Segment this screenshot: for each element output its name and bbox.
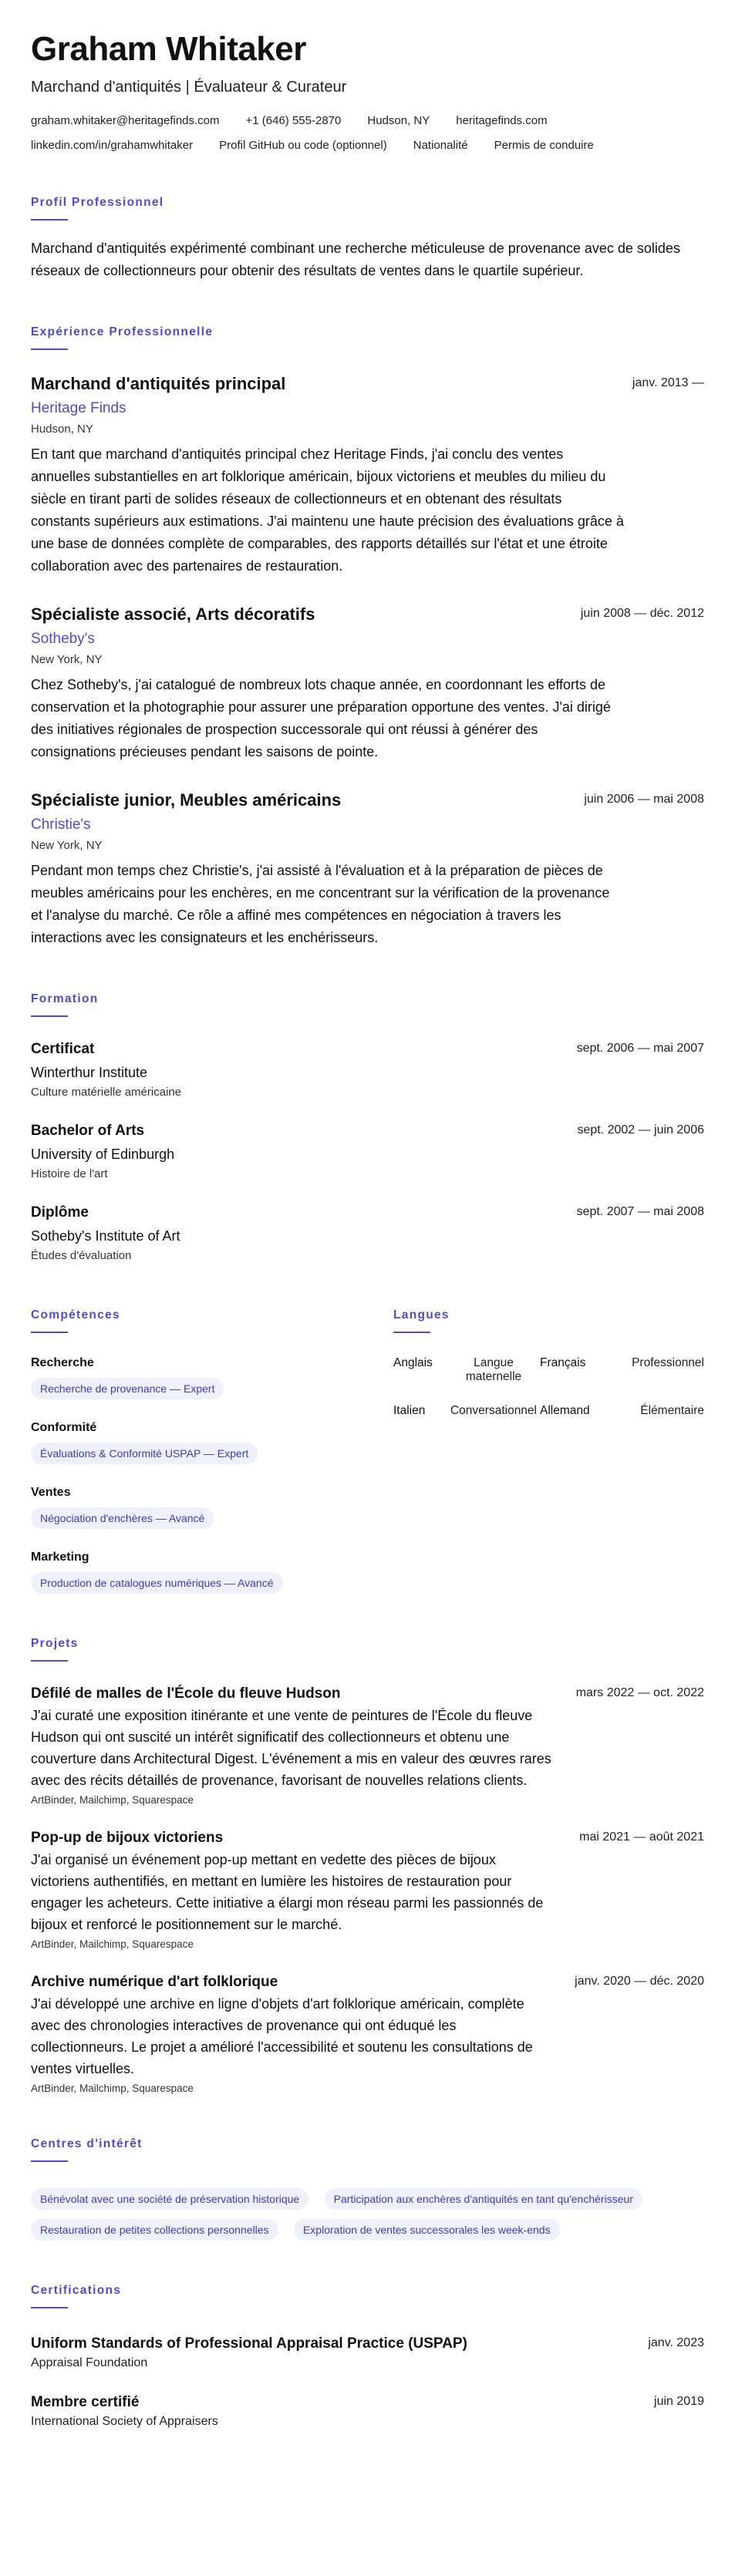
project-entry — [31, 1829, 704, 1950]
project-tools: ArtBinder, Mailchimp, Squarespace — [31, 1794, 194, 1806]
language-name: Allemand — [540, 1404, 590, 1417]
section-divider — [31, 1015, 68, 1017]
project-description: J'ai développé une archive en ligne d'objets d'art folklorique américain, complète avec des chronologies interactives de provenance qui ont éduqué les collectionneurs. Le projet a amélioré l'accessibilité et soutenu les consultations de ventes virtuelles. — [31, 1996, 533, 2076]
experience-entry — [31, 790, 704, 949]
project-dates: janv. 2020 — déc. 2020 — [575, 1975, 704, 1988]
section-title-education: Formation — [31, 992, 99, 1005]
job-dates: janv. 2013 — — [632, 376, 704, 389]
job-description: Chez Sotheby's, j'ai catalogué de nombreux lots chaque année, en coordonnant les efforts de conservation et la photographie pour assurer une préparation opportune des ventes. J'ai dirigé des initiatives régionales de prospection successorale qui ont réussi à générer des consignations précieuses pendant les saisons de pointe. — [31, 677, 611, 759]
job-company: Sotheby's — [31, 631, 95, 647]
language-name: Français — [540, 1356, 586, 1369]
job-location: New York, NY — [31, 839, 103, 852]
experience-entry — [31, 604, 704, 763]
job-company: Christie's — [31, 817, 91, 833]
language-level: Conversationnel — [450, 1404, 537, 1417]
project-entry — [31, 1973, 704, 2094]
section-title-profile: Profil Professionnel — [31, 196, 164, 209]
skill-category: Marketing — [31, 1551, 89, 1564]
section-divider — [31, 1660, 68, 1662]
certification-date: juin 2019 — [654, 2395, 704, 2408]
job-description: En tant que marchand d'antiquités principal chez Heritage Finds, j'ai conclu des ventes annuelles substantielles en art folklorique américain, bijoux victoriens et meubles du milieu du siècle en tirant parti de solides réseaux de collectionneurs et en obtenant des résultats constants supérieurs aux estimations. J'ai maintenu une haute précision des évaluations grâce à une base de données complète de comparables, des rapports détaillés sur l'état et une étroite collaboration avec des partenaires de restauration. — [31, 446, 624, 574]
field-of-study: Études d'évaluation — [31, 1249, 132, 1262]
project-dates: mars 2022 — oct. 2022 — [575, 1686, 704, 1699]
education-entry — [31, 1122, 704, 1180]
candidate-headline: Marchand d'antiquités | Évaluateur & Curateur — [31, 79, 347, 96]
section-title-experience: Expérience Professionnelle — [31, 325, 214, 338]
section-divider — [31, 1332, 68, 1333]
section-title-interests: Centres d'intérêt — [31, 2137, 143, 2150]
contact-list — [31, 114, 704, 153]
interest-chip: Bénévolat avec une société de préservation historique — [31, 2188, 308, 2210]
job-location: New York, NY — [31, 653, 103, 666]
education-dates: sept. 2007 — mai 2008 — [576, 1205, 704, 1218]
language-name: Anglais — [393, 1356, 433, 1369]
project-description: J'ai organisé un événement pop-up mettant en vedette des pièces de bijoux victoriens authentifiés, en mettant en lumière les histoires de restauration pour engager les acheteurs. Cette initiative a élargi mon réseau parmi les passionnés de bijoux et renforcé le positionnement sur le marché. — [31, 1852, 544, 1932]
language-name: Italien — [393, 1404, 426, 1417]
certification-entry — [31, 2335, 704, 2370]
certification-issuer: Appraisal Foundation — [31, 2356, 148, 2369]
section-divider — [393, 1332, 430, 1333]
degree: Certificat — [31, 1041, 95, 1057]
job-dates: juin 2006 — mai 2008 — [584, 793, 704, 806]
projects-section — [31, 1637, 704, 2094]
section-divider — [31, 2307, 68, 2308]
project-title: Pop-up de bijoux victoriens — [31, 1830, 224, 1846]
contact-license: Permis de conduire — [494, 139, 594, 152]
degree: Diplôme — [31, 1204, 89, 1221]
certification-name: Membre certifié — [31, 2394, 140, 2410]
project-title: Archive numérique d'art folklorique — [31, 1974, 278, 1990]
education-entry — [31, 1040, 704, 1099]
resume-header — [31, 29, 704, 153]
education-dates: sept. 2002 — juin 2006 — [577, 1123, 704, 1136]
section-title-skills: Compétences — [31, 1308, 120, 1322]
field-of-study: Culture matérielle américaine — [31, 1086, 182, 1099]
section-divider — [31, 349, 68, 350]
education-section — [31, 992, 704, 1262]
institution: Winterthur Institute — [31, 1065, 148, 1080]
languages-grid — [393, 1356, 704, 1418]
project-tools: ArtBinder, Mailchimp, Squarespace — [31, 2083, 194, 2094]
language-level: Langue maternelle — [465, 1356, 522, 1383]
interest-chip: Participation aux enchères d'antiquités en tant qu'enchérisseur — [325, 2188, 642, 2210]
field-of-study: Histoire de l'art — [31, 1167, 108, 1180]
section-title-certifications: Certifications — [31, 2284, 122, 2297]
section-title-projects: Projets — [31, 1637, 79, 1650]
job-title: Spécialiste associé, Arts décoratifs — [31, 604, 315, 624]
skill-chip: Évaluations & Conformité USPAP — Expert — [31, 1443, 258, 1464]
contact-email[interactable]: graham.whitaker@heritagefinds.com — [31, 114, 220, 127]
contact-location: Hudson, NY — [367, 114, 430, 127]
skill-category: Ventes — [31, 1486, 71, 1499]
language-level: Élémentaire — [640, 1404, 704, 1417]
experience-entry — [31, 373, 704, 577]
job-dates: juin 2008 — déc. 2012 — [580, 607, 704, 620]
skill-chip: Recherche de provenance — Expert — [31, 1378, 224, 1399]
certification-name: Uniform Standards of Professional Appraisal Practice (USPAP) — [31, 2335, 467, 2352]
skill-group — [31, 1421, 393, 1464]
degree: Bachelor of Arts — [31, 1123, 145, 1139]
certification-date: janv. 2023 — [648, 2336, 704, 2349]
skills-languages-row — [31, 1308, 704, 1594]
profile-section — [31, 196, 704, 282]
contact-linkedin[interactable]: linkedin.com/in/grahamwhitaker — [31, 139, 194, 152]
contact-github[interactable]: Profil GitHub ou code (optionnel) — [219, 139, 387, 152]
job-title: Marchand d'antiquités principal — [31, 374, 286, 393]
contact-website[interactable]: heritagefinds.com — [456, 114, 548, 127]
education-dates: sept. 2006 — mai 2007 — [576, 1042, 704, 1055]
job-title: Spécialiste junior, Meubles américains — [31, 790, 342, 810]
candidate-name: Graham Whitaker — [31, 30, 306, 68]
education-entry — [31, 1204, 704, 1262]
experience-section — [31, 325, 704, 949]
language-level: Professionnel — [632, 1356, 704, 1369]
project-dates: mai 2021 — août 2021 — [579, 1830, 704, 1844]
project-title: Défilé de malles de l'École du fleuve Hudson — [31, 1685, 341, 1702]
section-title-languages: Langues — [393, 1308, 450, 1322]
interests-list — [31, 2179, 710, 2241]
skill-category: Recherche — [31, 1356, 94, 1369]
skill-chip: Négociation d'enchères — Avancé — [31, 1507, 214, 1529]
skill-category: Conformité — [31, 1421, 97, 1434]
interests-section — [31, 2137, 704, 2241]
certification-entry — [31, 2393, 704, 2429]
section-divider — [31, 219, 68, 221]
skill-chip: Production de catalogues numériques — Avancé — [31, 1572, 283, 1594]
institution: Sotheby's Institute of Art — [31, 1228, 180, 1244]
project-description: J'ai curaté une exposition itinérante et une vente de peintures de l'École du fleuve Hudson qui ont suscité un intérêt significatif des collectionneurs et obtenu une couverture dans Architectural Digest. L'événement a mis en valeur des œuvres rares avec des récits détaillés de provenance, favorisant de nouvelles relations clients. — [31, 1708, 551, 1788]
project-tools: ArtBinder, Mailchimp, Squarespace — [31, 1938, 194, 1950]
skill-group — [31, 1356, 393, 1399]
skill-group — [31, 1551, 393, 1594]
job-company: Heritage Finds — [31, 400, 126, 416]
contact-nationality: Nationalité — [413, 139, 468, 152]
project-entry — [31, 1685, 704, 1806]
interest-chip: Restauration de petites collections personnelles — [31, 2219, 278, 2241]
job-location: Hudson, NY — [31, 423, 93, 436]
skills-section — [31, 1308, 393, 1594]
institution: University of Edinburgh — [31, 1147, 175, 1162]
skill-group — [31, 1486, 393, 1529]
contact-phone[interactable]: +1 (646) 555-2870 — [245, 114, 342, 127]
certification-issuer: International Society of Appraisers — [31, 2415, 218, 2428]
interest-chip: Exploration de ventes successorales les week-ends — [294, 2219, 560, 2241]
section-divider — [31, 2160, 68, 2162]
profile-summary: Marchand d'antiquités expérimenté combinant une recherche méticuleuse de provenance avec de solides réseaux de collectionneurs pour obtenir des résultats de ventes dans le quartile supérieur. — [31, 241, 680, 278]
certifications-section — [31, 2284, 704, 2429]
job-description: Pendant mon temps chez Christie's, j'ai assisté à l'évaluation et à la préparation de pièces de meubles américains pour les enchères, en me concentrant sur la vérification de la provenance et l'analyse du marché. Ce rôle a affiné mes compétences en négociation à travers les interactions avec les consignateurs et les enchérisseurs. — [31, 863, 610, 945]
languages-section — [393, 1308, 704, 1594]
